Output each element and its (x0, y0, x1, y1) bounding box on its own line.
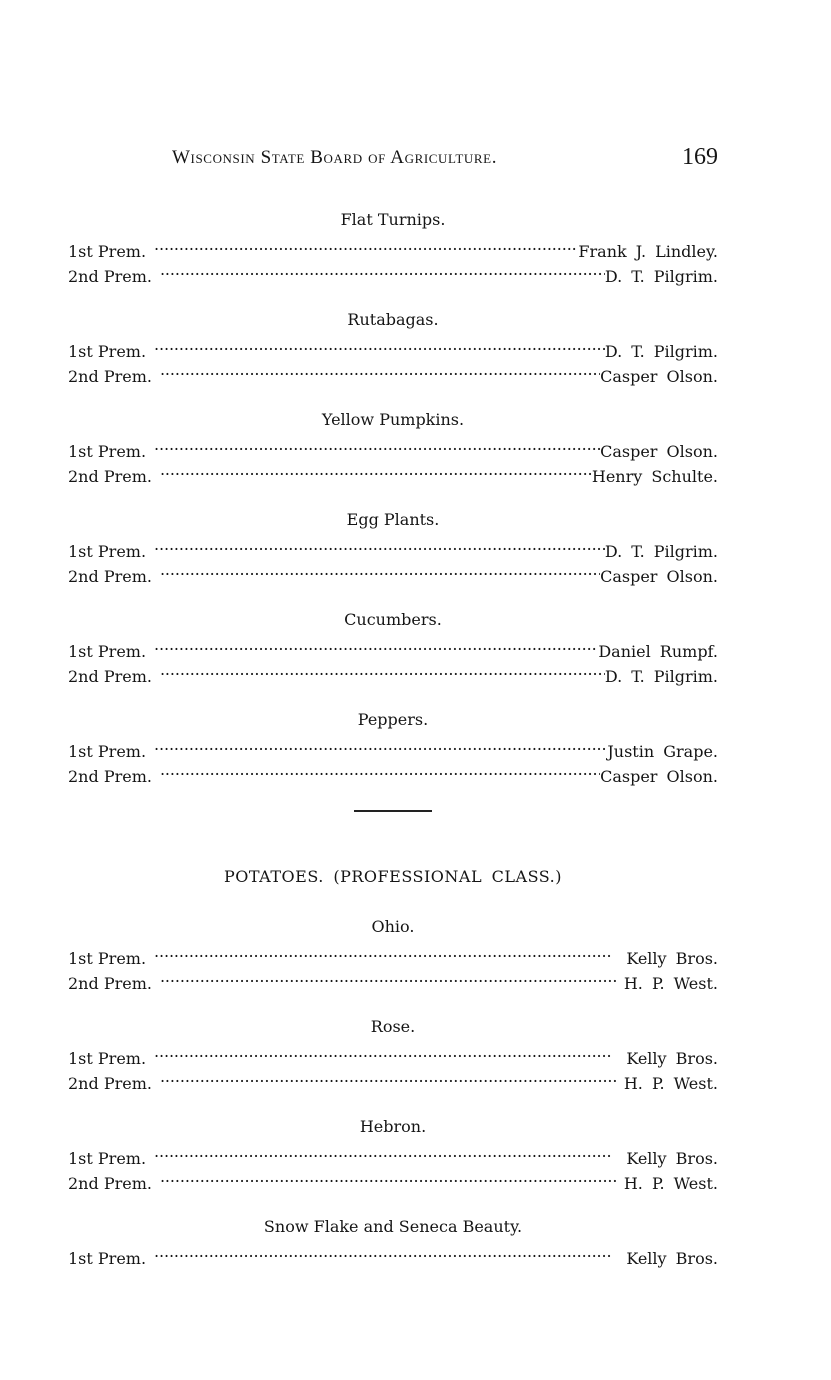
award-label: 1st Prem. (68, 949, 147, 968)
award-label: 2nd Prem. (68, 367, 152, 386)
dot-leader (160, 457, 592, 482)
section-hebron (68, 1114, 718, 1193)
dot-leader (160, 757, 600, 782)
running-head (172, 144, 720, 174)
award-label: 1st Prem. (68, 542, 147, 561)
award-winner: H. P. West. (624, 1171, 718, 1196)
award-row (68, 432, 718, 461)
award-winner: Kelly Bros. (626, 1146, 718, 1171)
section-heading: Snow Flake and Seneca Beauty. (263, 1217, 523, 1236)
dot-leader (154, 1239, 626, 1264)
dot-leader (160, 257, 605, 282)
award-row (68, 1039, 718, 1068)
section-divider (354, 810, 432, 812)
section-cucumbers (68, 607, 718, 686)
section-heading: Ohio. (371, 917, 415, 936)
award-winner: Daniel Rumpf. (598, 639, 718, 664)
dot-leader (154, 632, 598, 657)
award-row (68, 939, 718, 968)
award-winner: Kelly Bros. (626, 1246, 718, 1271)
dot-leader (160, 357, 600, 382)
section-flat-turnips (68, 207, 718, 286)
award-winner: D. T. Pilgrim. (605, 264, 718, 289)
award-row (68, 1064, 718, 1093)
award-label: 1st Prem. (68, 642, 147, 661)
section-rutabagas (68, 307, 718, 386)
award-label: 1st Prem. (68, 342, 147, 361)
award-row (68, 732, 718, 761)
award-row (68, 1239, 718, 1268)
award-winner: Casper Olson. (600, 439, 718, 464)
award-label: 2nd Prem. (68, 567, 152, 586)
award-label: 1st Prem. (68, 1249, 147, 1268)
award-winner: Casper Olson. (600, 364, 718, 389)
award-row (68, 632, 718, 661)
dot-leader (154, 532, 605, 557)
dot-leader (160, 657, 605, 682)
award-label: 2nd Prem. (68, 974, 152, 993)
award-label: 2nd Prem. (68, 1174, 152, 1193)
award-winner: Casper Olson. (600, 564, 718, 589)
dot-leader (154, 232, 578, 257)
dot-leader (154, 732, 607, 757)
dot-leader (160, 1064, 624, 1089)
award-label: 2nd Prem. (68, 467, 152, 486)
award-winner: D. T. Pilgrim. (605, 664, 718, 689)
section-heading: Hebron. (359, 1117, 427, 1136)
dot-leader (160, 964, 624, 989)
award-winner: Casper Olson. (600, 764, 718, 789)
section-heading: Yellow Pumpkins. (321, 410, 465, 429)
class-title: POTATOES. (PROFESSIONAL CLASS.) (223, 867, 562, 886)
award-winner: H. P. West. (624, 1071, 718, 1096)
award-label: 2nd Prem. (68, 767, 152, 786)
premium-list (68, 207, 718, 1268)
dot-leader (154, 1039, 626, 1064)
award-label: 2nd Prem. (68, 1074, 152, 1093)
running-title: Wisconsin State Board of Agriculture. (172, 147, 498, 168)
award-winner: Justin Grape. (607, 739, 718, 764)
award-label: 2nd Prem. (68, 267, 152, 286)
section-snow-flake-seneca-beauty (68, 1214, 718, 1268)
section-egg-plants (68, 507, 718, 586)
section-rose (68, 1014, 718, 1093)
page-number: 169 (682, 144, 718, 170)
award-winner: Frank J. Lindley. (578, 239, 718, 264)
section-heading: Rose. (370, 1017, 416, 1036)
award-label: 1st Prem. (68, 1049, 147, 1068)
dot-leader (160, 557, 600, 582)
dot-leader (154, 1139, 626, 1164)
award-winner: Kelly Bros. (626, 1046, 718, 1071)
section-heading: Egg Plants. (346, 510, 440, 529)
award-row (68, 1164, 718, 1193)
section-peppers (68, 707, 718, 786)
award-winner: Kelly Bros. (626, 946, 718, 971)
award-row (68, 964, 718, 993)
award-winner: D. T. Pilgrim. (605, 339, 718, 364)
dot-leader (154, 939, 626, 964)
dot-leader (154, 432, 600, 457)
section-heading: Cucumbers. (344, 610, 442, 629)
award-label: 1st Prem. (68, 1149, 147, 1168)
award-row (68, 232, 718, 261)
dot-leader (160, 1164, 624, 1189)
dot-leader (154, 332, 605, 357)
award-winner: Henry Schulte. (592, 464, 718, 489)
section-yellow-pumpkins (68, 407, 718, 486)
section-heading: Peppers. (357, 710, 429, 729)
award-row (68, 332, 718, 361)
section-heading: Flat Turnips. (340, 210, 446, 229)
award-row (68, 1139, 718, 1168)
award-label: 1st Prem. (68, 242, 147, 261)
award-label: 2nd Prem. (68, 667, 152, 686)
award-winner: H. P. West. (624, 971, 718, 996)
award-label: 1st Prem. (68, 442, 147, 461)
award-winner: D. T. Pilgrim. (605, 539, 718, 564)
award-label: 1st Prem. (68, 742, 147, 761)
award-row (68, 532, 718, 561)
section-heading: Rutabagas. (347, 310, 439, 329)
section-ohio (68, 914, 718, 993)
